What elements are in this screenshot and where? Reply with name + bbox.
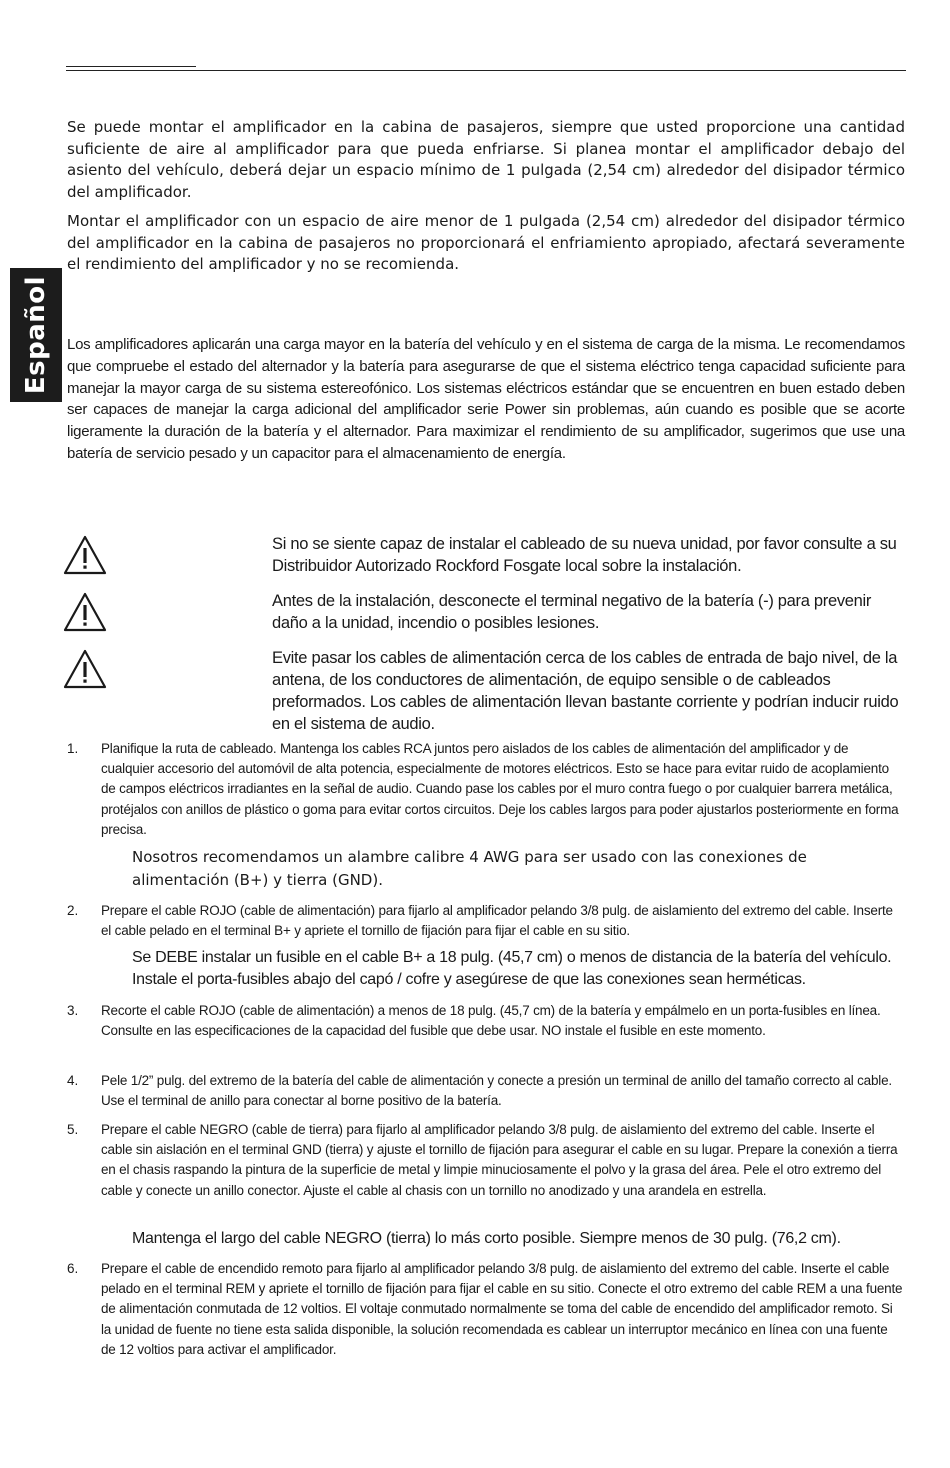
step-number: 3. bbox=[67, 1003, 79, 1018]
warning-text: Antes de la instalación, desconecte el terminal negativo de la batería (-) para prevenir daño a la unidad, incendio o posibles lesiones. bbox=[272, 592, 872, 632]
warning-text: Si no se siente capaz de instalar el cableado de su nueva unidad, por favor consulte a su Distribuidor Autorizado Rockford Fosgate local sobre la instalación. bbox=[272, 535, 897, 575]
step-number: 1. bbox=[67, 741, 79, 756]
fuse-note: Se DEBE instalar un fusible en el cable B+ a 18 pulg. (45,7 cm) o menos de distancia de la batería del vehículo. Instale el porta-fusibles abajo del capó / cofre y asegúrese de que las conexiones sean herméticas. bbox=[132, 949, 892, 988]
air-gap-paragraph: Montar el amplificador con un espacio de aire menor de 1 pulgada (2,54 cm) alrededor del disipador térmico del amplificador en la cabina de pasajeros no proporcionará el enfriamiento apropiado, afectará severamente el rendimiento del amplificador y no se recomienda. bbox=[67, 212, 905, 273]
mounting-paragraph: Se puede montar el amplificador en la cabina de pasajeros, siempre que usted proporcione una cantidad suficiente de aire al amplificador para que pueda enfriarse. Si planea montar el amplificador debajo del asiento del vehículo, deberá dejar un espacio mínimo de 1 pulgada (2,54 cm) alrededor del disipador térmico del amplificador. bbox=[67, 118, 905, 201]
wire-gauge-note: Nosotros recomendamos un alambre calibre 4 AWG para ser usado con las conexiones de alimentación (B+) y tierra (GND). bbox=[132, 848, 807, 889]
step-text: Prepare el cable de encendido remoto para fijarlo al amplificador pelando 3/8 pulg. de aislamiento del extremo del cable. Inserte el cable pelado en el terminal REM y apriete el tornillo de fijación para fijar el cable en su sitio. Conecte el otro extremo del cable REM a una fuente de alimentación conmutada de 12 voltios. El voltaje conmutado normalmente se toma del cable de encendido del amplificador remoto. Si la unidad de fuente no tiene esta salida disponible, la solución recomendada es cablear un interruptor mecánico en línea con una fuente de 12 voltios para activar el amplificador. bbox=[101, 1261, 903, 1357]
step-number: 4. bbox=[67, 1073, 79, 1088]
warning-triangle-icon bbox=[60, 647, 110, 693]
step-text: Pele 1/2” pulg. del extremo de la batería del cable de alimentación y conecte a presión un terminal de anillo del tamaño correcto al cable. Use el terminal de anillo para conectar al borne positivo de la batería. bbox=[101, 1073, 892, 1109]
step-text: Planifique la ruta de cableado. Mantenga los cables RCA juntos pero aislados de los cables de alimentación del amplificador y de cualquier accesorio del automóvil de alta potencia, especialmente de motores eléctricos. Esto se hace para evitar ruido de acoplamiento de campos eléctricos irradiantes en la señal de audio. Cuando pase los cables por el muro contra fuego o por cualquier barrera metálica, protéjalos con anillos de plástico o goma para evitar cortos circuitos. Deje los cables largos para poder ajustarlos posteriormente en forma precisa. bbox=[101, 741, 899, 837]
warning-triangle-icon bbox=[60, 533, 110, 579]
step-number: 6. bbox=[67, 1261, 79, 1276]
language-side-tab bbox=[10, 268, 62, 402]
language-tab-label: Español bbox=[21, 275, 51, 395]
step-text: Prepare el cable ROJO (cable de alimentación) para fijarlo al amplificador pelando 3/8 pulg. de aislamiento del extremo del cable. Inserte el cable pelado en el terminal B+ y apriete el tornillo de fijación para fijar el cable en su sitio. bbox=[101, 903, 893, 939]
step-text: Recorte el cable ROJO (cable de alimentación) a menos de 18 pulg. (45,7 cm) de la batería y empálmelo en un porta-fusibles en línea. Consulte en las especificaciones de la capacidad del fusible que debe usar. NO instale el fusible en este momento. bbox=[101, 1003, 881, 1039]
battery-paragraph: Los amplificadores aplicarán una carga mayor en la batería del vehículo y en el sistema de carga de la misma. Le recomendamos que compruebe el estado del alternador y la batería para asegurarse de que el sistema eléctrico tenga capacidad suficiente para manejar la mayor carga de su sistema estereofónico. Los sistemas eléctricos estándar que se encuentren en buen estado deben ser capaces de manejar la carga adicional del amplificador serie Power sin problemas, aún cuando es posible que se acorte ligeramente la duración de la batería y el alternador. Para maximizar el rendimiento de su amplificador, sugerimos que use una batería de servicio pesado y un capacitor para el almacenamiento de energía. bbox=[67, 336, 905, 462]
ground-wire-note: Mantenga el largo del cable NEGRO (tierra) lo más corto posible. Siempre menos de 30 pulg. (76,2 cm). bbox=[132, 1230, 841, 1247]
header-rule-short bbox=[66, 66, 196, 67]
warning-triangle-icon bbox=[60, 590, 110, 636]
step-number: 5. bbox=[67, 1122, 79, 1137]
step-text: Prepare el cable NEGRO (cable de tierra) para fijarlo al amplificador pelando 3/8 pulg. de aislamiento del extremo del cable. Inserte el cable sin aislación en el terminal GND (tierra) y ajuste el tornillo de fijación para asegurar el cable en su lugar. Prepare la conexión a tierra en el chasis raspando la pintura de la superficie de metal y limpie minuciosamente el polvo y la grasa del área. Pele el otro extremo del cable y conecte un anillo conector. Ajuste el cable al chasis con un tornillo no anodizado y una arandela en estrella. bbox=[101, 1122, 898, 1198]
warning-text: Evite pasar los cables de alimentación cerca de los cables de entrada de bajo nivel, de la antena, de los conductores de alimentación, de equipo sensible o de cableados preformados. Los cables de alimentación llevan bastante corriente y podrían inducir ruido en el sistema de audio. bbox=[272, 649, 899, 733]
step-number: 2. bbox=[67, 903, 79, 918]
header-rule bbox=[66, 70, 906, 71]
